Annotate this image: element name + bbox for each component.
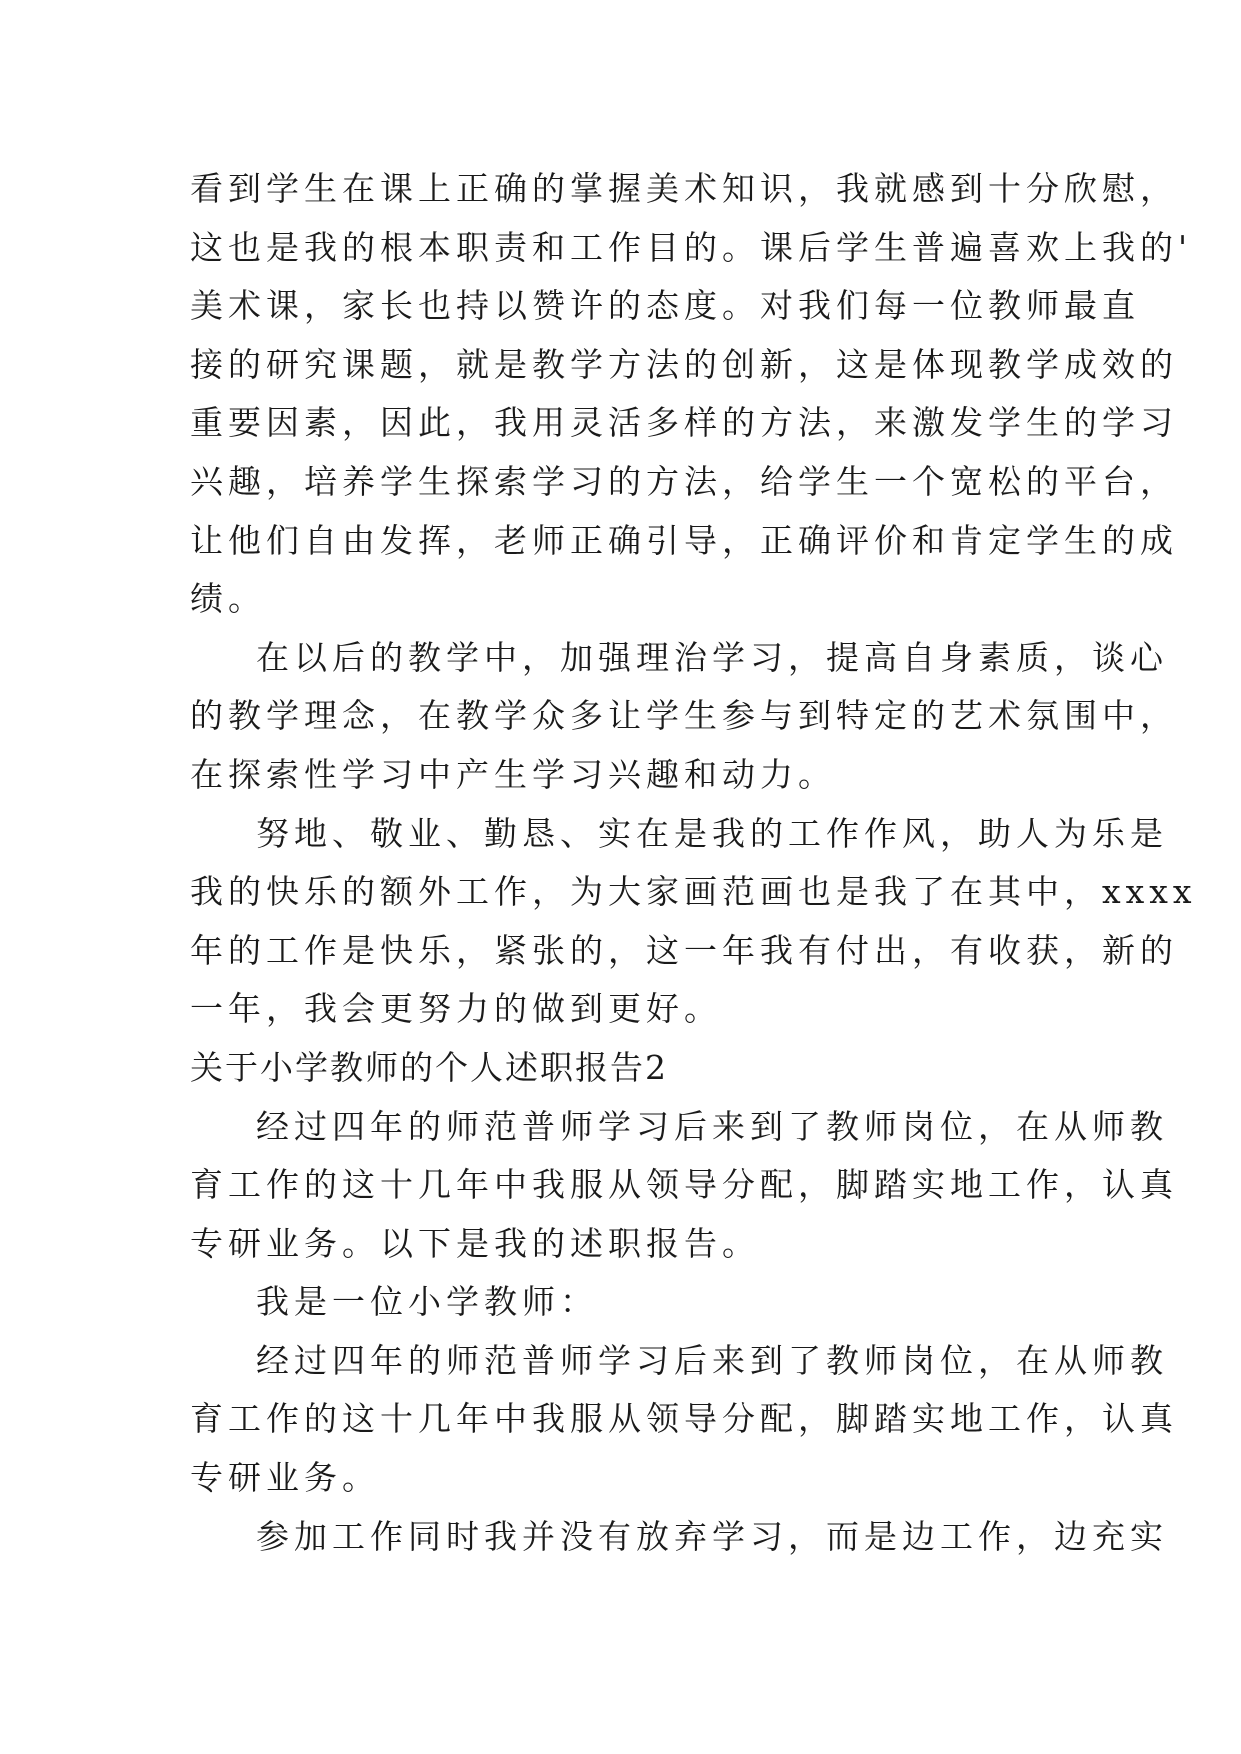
text-line: 专研业务。以下是我的述职报告。 [190, 1223, 760, 1263]
body-text [190, 160, 1197, 1566]
paragraph-start-line: 我是一位小学教师： [256, 1282, 598, 1322]
text-line: 我的快乐的额外工作，为大家画范画也是我了在其中，xxxx [190, 872, 1197, 912]
text-line: 让他们自由发挥，老师正确引导，正确评价和肯定学生的成 [190, 520, 1178, 560]
text-line: 绩。 [190, 579, 266, 619]
text-line: 看到学生在课上正确的掌握美术知识，我就感到十分欣慰， [190, 169, 1178, 208]
text-line: 美术课，家长也持以赞许的态度。对我们每一位教师最直 [190, 286, 1140, 326]
text-line: 育工作的这十几年中我服从领导分配，脚踏实地工作，认真 [190, 1165, 1178, 1205]
text-line: 一年，我会更努力的做到更好。 [190, 989, 722, 1029]
text-line: 兴趣，培养学生探索学习的方法，给学生一个宽松的平台， [190, 461, 1178, 501]
text-line: 在探索性学习中产生学习兴趣和动力。 [190, 754, 836, 794]
paragraph-start-line: 在以后的教学中，加强理治学习，提高自身素质，谈心 [256, 637, 1168, 677]
paragraph-start-line: 经过四年的师范普师学习后来到了教师岗位，在从师教 [256, 1106, 1168, 1146]
paragraph-start-line: 努地、敬业、勤恳、实在是我的工作作风，助人为乐是 [256, 813, 1168, 853]
text-line: 的教学理念，在教学众多让学生参与到特定的艺术氛围中， [190, 696, 1178, 736]
text-line: 年的工作是快乐，紧张的，这一年我有付出，有收获，新的 [190, 930, 1178, 970]
text-line: 育工作的这十几年中我服从领导分配，脚踏实地工作，认真 [190, 1399, 1178, 1439]
text-line: 专研业务。 [190, 1458, 380, 1498]
section-heading: 关于小学教师的个人述职报告2 [190, 1047, 668, 1087]
paragraph-start-line: 参加工作同时我并没有放弃学习，而是边工作，边充实 [256, 1516, 1168, 1556]
text-line: 重要因素，因此，我用灵活多样的方法，来激发学生的学习 [190, 403, 1178, 443]
paragraph-start-line: 经过四年的师范普师学习后来到了教师岗位，在从师教 [256, 1340, 1168, 1380]
text-line: 这也是我的根本职责和工作目的。课后学生普遍喜欢上我的' [190, 227, 1193, 267]
text-line: 接的研究课题，就是教学方法的创新，这是体现教学成效的 [190, 344, 1178, 384]
